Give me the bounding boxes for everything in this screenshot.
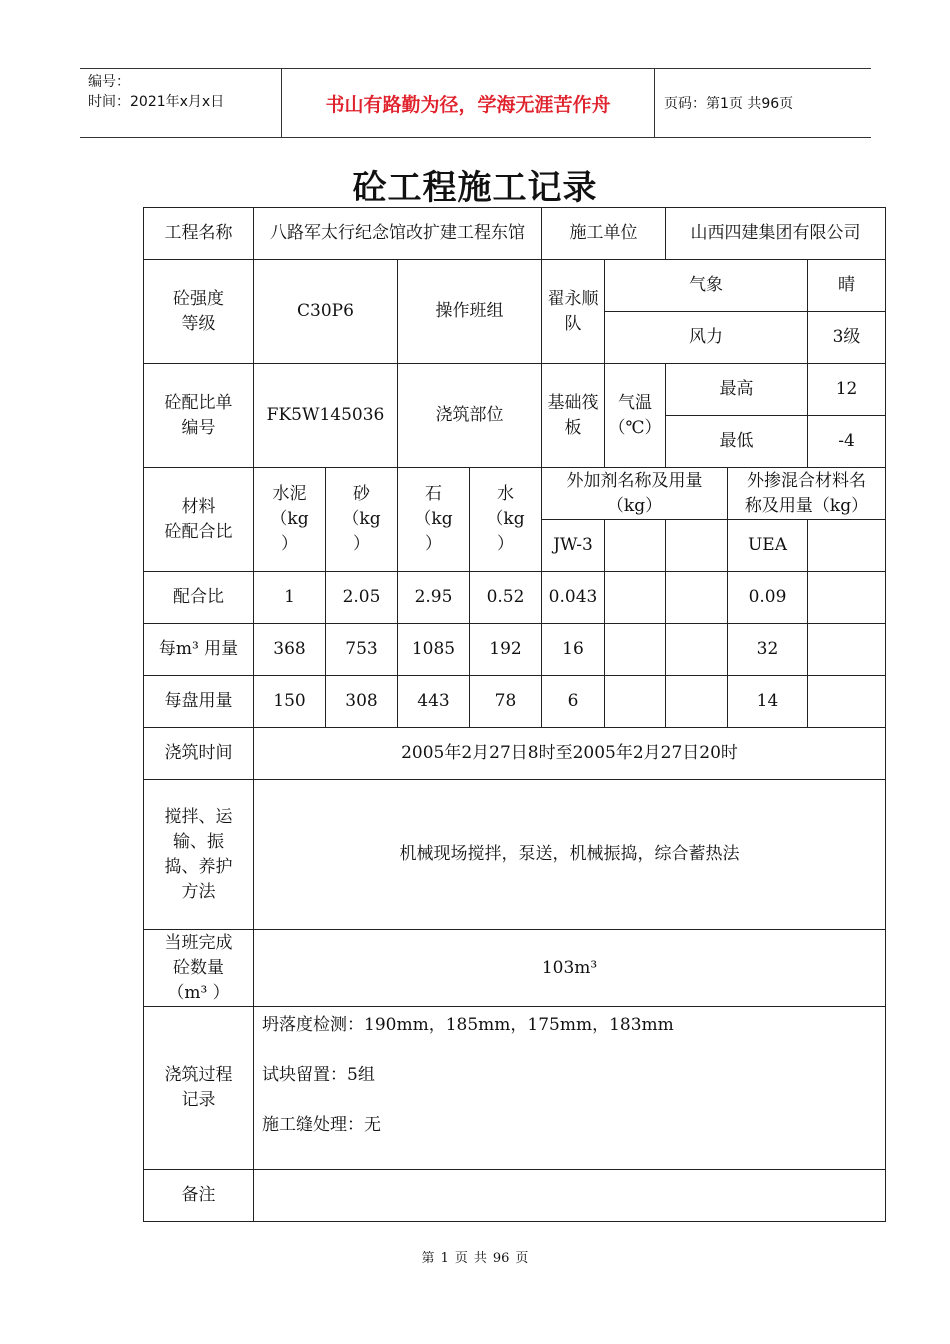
table-row xyxy=(144,572,886,624)
admixture-name: JW-3 xyxy=(542,520,605,572)
per-batch-label: 每盘用量 xyxy=(144,676,254,728)
mineral-header: 外掺混合材料名 称及用量（kg） xyxy=(728,468,886,520)
wind-value: 3级 xyxy=(808,312,886,364)
table-row xyxy=(144,1007,886,1170)
mix-no-value: FK5W145036 xyxy=(254,364,398,468)
empty-cell xyxy=(605,520,666,572)
per-batch-mineral: 14 xyxy=(728,676,808,728)
per-m3-mineral: 32 xyxy=(728,624,808,676)
footer-text: 页 xyxy=(454,1251,468,1266)
record-table xyxy=(143,207,886,1222)
empty-cell xyxy=(808,572,886,624)
table-row xyxy=(144,260,886,312)
per-m3-water: 192 xyxy=(470,624,542,676)
empty-cell xyxy=(808,624,886,676)
cement-header: 水泥 （kg ） xyxy=(254,468,326,572)
empty-cell xyxy=(666,676,728,728)
empty-cell xyxy=(605,676,666,728)
weather-value: 晴 xyxy=(808,260,886,312)
remarks-value xyxy=(254,1170,886,1222)
table-row xyxy=(144,780,886,930)
table-row xyxy=(144,208,886,260)
per-m3-cement: 368 xyxy=(254,624,326,676)
slump-line: 坍落度检测：190mm，185mm，175mm，183mm xyxy=(262,1015,674,1035)
per-m3-label: 每m³ 用量 xyxy=(144,624,254,676)
shift-volume-label: 当班完成 砼数量 （m³ ） xyxy=(144,930,254,1007)
per-m3-admixture: 16 xyxy=(542,624,605,676)
temp-low-value: -4 xyxy=(808,416,886,468)
per-m3-stone: 1085 xyxy=(398,624,470,676)
weather-label: 气象 xyxy=(605,260,808,312)
footer-page: 1 xyxy=(440,1251,449,1266)
table-row xyxy=(144,364,886,416)
materials-label: 材料 砼配合比 xyxy=(144,468,254,572)
sand-header: 砂 （kg ） xyxy=(326,468,398,572)
pour-part-value: 基础筏板 xyxy=(542,364,605,468)
process-record-label: 浇筑过程 记录 xyxy=(144,1007,254,1170)
footer-text: 页 xyxy=(515,1251,529,1266)
document-title: 砼工程施工记录 xyxy=(352,168,598,208)
empty-cell xyxy=(666,572,728,624)
pour-part-label: 浇筑部位 xyxy=(398,364,542,468)
ratio-label: 配合比 xyxy=(144,572,254,624)
strength-grade-label: 砼强度 等级 xyxy=(144,260,254,364)
empty-cell xyxy=(605,624,666,676)
page-label: 页码：第1页 共96页 xyxy=(664,96,794,112)
ratio-cement: 1 xyxy=(254,572,326,624)
water-header: 水 （kg ） xyxy=(470,468,542,572)
footer-total: 96 xyxy=(492,1251,510,1266)
per-batch-sand: 308 xyxy=(326,676,398,728)
page-footer xyxy=(0,1247,950,1266)
empty-cell xyxy=(666,624,728,676)
per-batch-admixture: 6 xyxy=(542,676,605,728)
joint-line: 施工缝处理：无 xyxy=(262,1115,381,1135)
process-record-value xyxy=(254,1007,886,1170)
per-batch-cement: 150 xyxy=(254,676,326,728)
table-row xyxy=(144,624,886,676)
table-row xyxy=(144,728,886,780)
specimens-line: 试块留置：5组 xyxy=(262,1065,375,1085)
admixture-header: 外加剂名称及用量 （kg） xyxy=(542,468,728,520)
mix-no-label: 砼配比单 编号 xyxy=(144,364,254,468)
construction-unit-value: 山西四建集团有限公司 xyxy=(666,208,886,260)
team-label: 操作班组 xyxy=(398,260,542,364)
project-name-label: 工程名称 xyxy=(144,208,254,260)
shift-volume-value: 103m³ xyxy=(254,930,886,1007)
header-left xyxy=(88,72,224,112)
pour-time-label: 浇筑时间 xyxy=(144,728,254,780)
empty-cell xyxy=(666,520,728,572)
strength-grade-value: C30P6 xyxy=(254,260,398,364)
team-value: 翟永顺队 xyxy=(542,260,605,364)
pour-time-value: 2005年2月27日8时至2005年2月27日20时 xyxy=(254,728,886,780)
table-row xyxy=(144,930,886,1007)
empty-cell xyxy=(808,520,886,572)
stone-header: 石 （kg ） xyxy=(398,468,470,572)
empty-cell xyxy=(808,676,886,728)
project-name-value: 八路军太行纪念馆改扩建工程东馆 xyxy=(254,208,542,260)
ratio-stone: 2.95 xyxy=(398,572,470,624)
table-row xyxy=(144,1170,886,1222)
ratio-mineral: 0.09 xyxy=(728,572,808,624)
remarks-label: 备注 xyxy=(144,1170,254,1222)
method-label: 搅拌、运 输、振 捣、养护 方法 xyxy=(144,780,254,930)
footer-text: 第 xyxy=(421,1251,435,1266)
table-row xyxy=(144,676,886,728)
mineral-name: UEA xyxy=(728,520,808,572)
wind-label: 风力 xyxy=(605,312,808,364)
ratio-sand: 2.05 xyxy=(326,572,398,624)
temp-label: 气温 （℃） xyxy=(605,364,666,468)
motto: 书山有路勤为径，学海无涯苦作舟 xyxy=(281,69,655,137)
number-label: 编号： xyxy=(88,74,130,90)
footer-text: 共 xyxy=(473,1251,487,1266)
temp-high-value: 12 xyxy=(808,364,886,416)
table-row xyxy=(144,468,886,520)
ratio-water: 0.52 xyxy=(470,572,542,624)
temp-low-label: 最低 xyxy=(666,416,808,468)
per-batch-water: 78 xyxy=(470,676,542,728)
ratio-admixture: 0.043 xyxy=(542,572,605,624)
method-value: 机械现场搅拌，泵送，机械振捣，综合蓄热法 xyxy=(254,780,886,930)
empty-cell xyxy=(605,572,666,624)
time-label: 时间：2021年x月x日 xyxy=(88,94,225,110)
page-header xyxy=(80,68,871,138)
per-batch-stone: 443 xyxy=(398,676,470,728)
construction-unit-label: 施工单位 xyxy=(542,208,666,260)
temp-high-label: 最高 xyxy=(666,364,808,416)
per-m3-sand: 753 xyxy=(326,624,398,676)
